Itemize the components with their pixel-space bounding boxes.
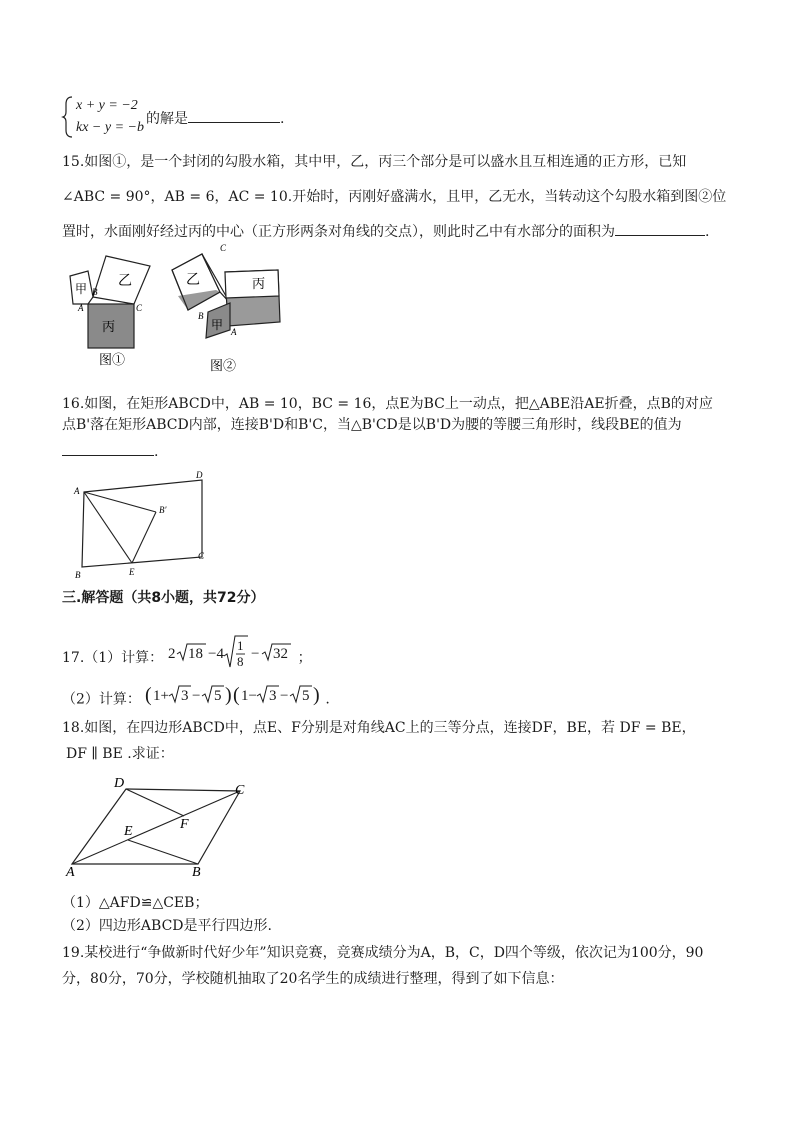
fig1-label-jia: 甲 (75, 282, 88, 296)
q16-segment-B1E (132, 512, 156, 563)
q15-text-3: 置时，水面刚好经过丙的中心（正方形两条对角线的交点），则此时乙中有水部分的面积为 (62, 224, 615, 240)
q14-end: . (280, 111, 285, 127)
q17-part-2 (62, 682, 330, 708)
q18-sub-1: （1）△AFD≌△CEB； (62, 895, 209, 911)
q19-text-line-1: 19.某校进行“争做新时代好少年”知识竞赛，竞赛成绩分为A，B，C，D四个等级，依次记为100分，90 (62, 945, 704, 961)
q16-segment-AB1 (84, 492, 156, 512)
q16-label-B: B (75, 570, 81, 580)
section-3-heading: 三.解答题（共8小题，共72分） (62, 590, 265, 606)
q16-segment-AE (84, 492, 132, 563)
q16-label-A: A (74, 486, 80, 496)
q15-end: . (705, 224, 710, 240)
fig2-label-jia: 甲 (211, 318, 224, 332)
q15-figure-1 (66, 240, 166, 370)
q16-figure (70, 470, 220, 582)
q17-part-2-end: . (325, 691, 330, 708)
fig1-label-A: A (78, 303, 84, 313)
q19-text-line-2: 分，80分，70分，学校随机抽取了20名学生的成绩进行整理，得到了如下信息： (62, 971, 564, 987)
q18-diagonal-AC (72, 791, 240, 864)
q17-part-1 (62, 633, 312, 669)
q17-part-2-label: （2）计算： (62, 691, 141, 708)
q16-label-C: C (198, 551, 205, 561)
svg-text:): ) (313, 684, 321, 706)
svg-text:): ) (225, 684, 233, 706)
q17-part-1-label: 17.（1）计算： (62, 650, 164, 666)
svg-text:5: 5 (214, 688, 222, 704)
q14-answer-line (146, 108, 284, 129)
equation-line-1: x + y = −2 (76, 98, 138, 113)
q17-expression-1-svg (168, 633, 298, 673)
svg-text:5: 5 (302, 688, 310, 704)
fig1-label-C: C (136, 303, 143, 313)
q17-part-2-expression (145, 682, 325, 717)
q18-label-A: A (66, 865, 75, 880)
fig2-label-B: B (198, 311, 204, 321)
fig1-label-yi: 乙 (118, 274, 132, 289)
svg-text:1+: 1+ (153, 688, 170, 704)
fig1-caption: 图① (99, 352, 126, 367)
q15-text-line-3 (62, 221, 709, 242)
svg-text:8: 8 (236, 654, 244, 669)
q18-label-D: D (114, 776, 125, 791)
q15-text-line-2: ∠ABC = 90°，AB = 6，AC = 10.开始时，丙刚好盛满水，且甲，乙无水，当转动这个勾股水箱到图②位 (62, 189, 727, 205)
fig2-label-bing: 丙 (252, 276, 266, 291)
svg-text:3: 3 (181, 688, 189, 704)
equation-line-2: kx − y = −b (76, 120, 144, 135)
svg-text:(: ( (145, 684, 153, 706)
q18-segment-DF (126, 789, 184, 816)
q18-text-line-1: 18.如图，在四边形ABCD中，点E、F分别是对角线AC上的三等分点，连接DF，BE，若 DF = BE， (62, 720, 696, 736)
q18-label-E: E (124, 824, 133, 839)
q17-part-1-expression (168, 633, 298, 683)
q15-text-line-1: 15.如图①，是一个封闭的勾股水箱，其中甲，乙，丙三个部分是可以盛水且互相连通的正方形，已知 (62, 154, 687, 170)
q18-segment-BE (128, 840, 198, 864)
q16-end: . (154, 444, 159, 460)
q16-label-D: D (196, 470, 203, 480)
q18-figure (62, 772, 262, 882)
q16-rectangle (82, 480, 202, 567)
svg-text:−: − (280, 688, 289, 704)
q17-part-1-end: ； (297, 650, 312, 666)
svg-text:2: 2 (167, 646, 176, 662)
svg-text:−4: −4 (207, 646, 224, 662)
fig1-label-bing: 丙 (102, 319, 116, 334)
fig1-label-B: B (92, 287, 98, 297)
q16-answer-blank[interactable] (62, 441, 154, 456)
q18-label-B: B (192, 865, 201, 880)
q15-figure-2 (168, 240, 288, 375)
svg-text:1−: 1− (241, 688, 258, 704)
svg-text:1: 1 (236, 638, 244, 653)
svg-text:−: − (250, 646, 260, 662)
q16-label-E: E (129, 567, 135, 577)
q16-text-line-2: 点B'落在矩形ABCD内部，连接B'D和B'C，当△B'CD是以B'D为腰的等腰三角形时，线段BE的值为 (62, 417, 682, 433)
q18-text-line-2: DF ∥ BE .求证： (66, 746, 174, 762)
q15-answer-blank[interactable] (615, 221, 705, 236)
fig2-label-yi: 乙 (186, 273, 200, 288)
q16-answer-line (62, 441, 158, 462)
svg-text:−: − (192, 688, 201, 704)
svg-text:18: 18 (187, 646, 203, 662)
q14-suffix: 的解是 (146, 111, 188, 127)
q18-label-C: C (235, 783, 245, 798)
q14-answer-blank[interactable] (188, 108, 280, 123)
q18-sub-2: （2）四边形ABCD是平行四边形. (62, 918, 272, 934)
svg-text:32: 32 (272, 646, 288, 662)
fig2-label-C: C (220, 243, 227, 253)
fig2-label-A: A (231, 327, 237, 337)
q16-text-line-1: 16.如图，在矩形ABCD中，AB = 10，BC = 16，点E为BC上一动点，把△ABE沿AE折叠，点B的对应 (62, 396, 713, 412)
q18-label-F: F (180, 817, 189, 832)
equation-system-brace (62, 96, 74, 138)
q17-expression-2-svg (145, 682, 325, 708)
q16-label-B1: B' (159, 505, 167, 515)
svg-text:(: ( (233, 684, 241, 706)
svg-text:3: 3 (269, 688, 277, 704)
fig2-caption: 图② (210, 358, 237, 373)
